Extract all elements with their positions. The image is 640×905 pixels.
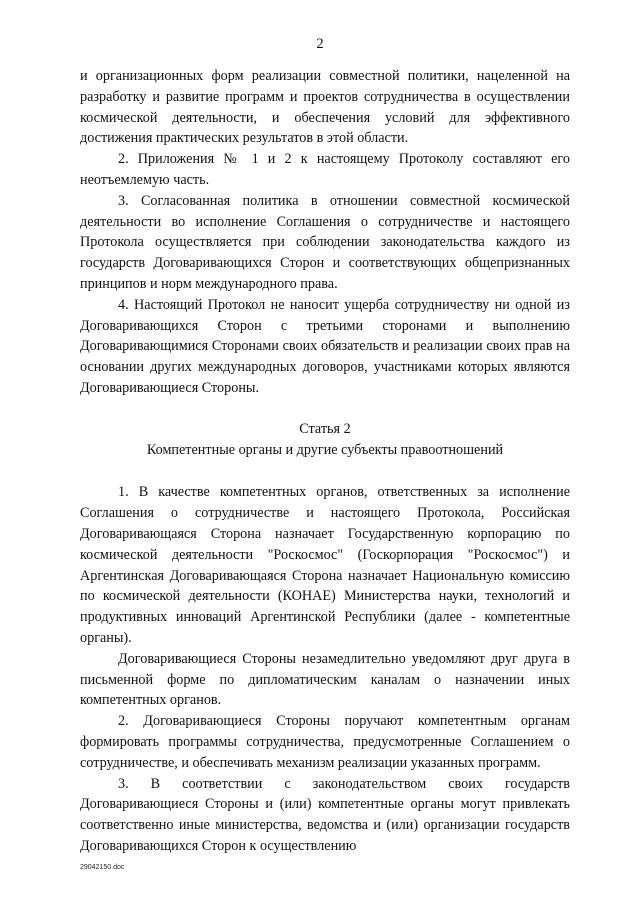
paragraph-continuation: и организационных форм реализации совместной политики, нацеленной на разработку и развитие программ и проектов сотрудничества в осуществлении космической деятельности, и обеспечения условий для эффективного достижения практических результатов в этой области. [80,68,570,147]
article-paragraph-notice: Договаривающиеся Стороны незамедлительно уведомляют друг друга в письменной форме по дипломатическим каналам о назначении иных компетентных органов. [80,650,570,709]
article-paragraph-1: 1. В качестве компетентных органов, ответственных за исполнение Соглашения о сотрудничестве и настоящего Протокола, Российская Договаривающаяся Сторона назначает Государственную корпорацию по космической деятельности "Роскосмос" (Госкорпорация "Роскосмос") и Аргентинская Договаривающаяся Сторона назначает Национальную комиссию по космической деятельности (КОНАЕ) Министерства науки, технологий и продуктивных инноваций Аргентинской Республики (далее - компетентные органы). [80,484,570,646]
page-number: 2 [316,36,324,52]
article-paragraph-2: 2. Договаривающиеся Стороны поручают компетентным органам формировать программы сотрудничества, предусмотренные Соглашением о сотрудничестве, и обеспечивать механизм реализации указанных программ. [80,713,570,771]
document-body [80,66,570,857]
paragraph-item-3: 3. Согласованная политика в отношении совместной космической деятельности во исполнение Соглашения о сотрудничестве и настоящего Протокола осуществляется при соблюдении законодательства каждого из государств Договаривающихся Сторон и соответствующих общепризнанных принципов и норм международного права. [80,192,570,292]
paragraph-item-2: 2. Приложения № 1 и 2 к настоящему Протоколу составляют его неотъемлемую часть. [80,151,570,188]
article-number: Статья 2 [299,420,351,437]
article-title: Компетентные органы и другие субъекты правоотношений [146,441,504,458]
paragraph-item-4: 4. Настоящий Протокол не наносит ущерба сотрудничеству ни одной из Договаривающихся Сторон с третьими сторонами и выполнению Договаривающимися Сторонами своих обязательств и реализации своих прав на основании других международных договоров, участниками которых являются Договаривающиеся Стороны. [80,296,570,396]
document-code: 29042150.doc [80,864,125,871]
article-paragraph-3: 3. В соответствии с законодательством своих государств Договаривающиеся Стороны и (или) компетентные органы могут привлекать соответственно иные министерства, ведомства и (или) организации государств Договаривающихся Сторон к осуществлению [80,775,570,854]
